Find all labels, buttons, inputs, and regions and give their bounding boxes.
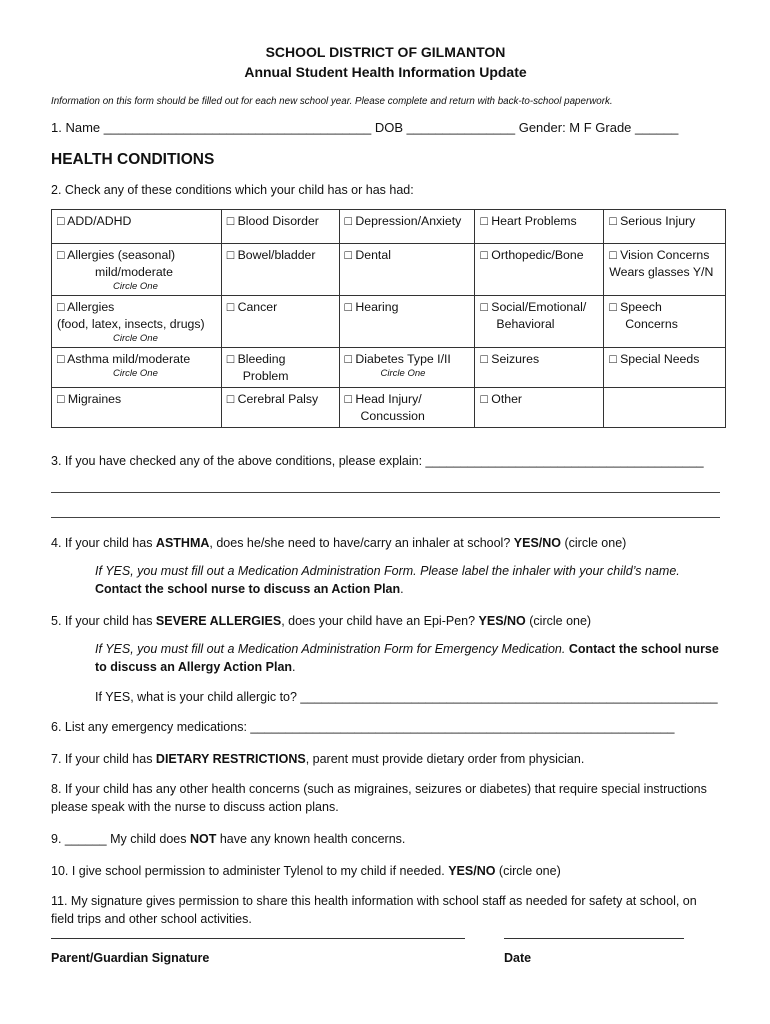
signature-line[interactable] [51,938,465,939]
question-7 [51,750,720,768]
condition-migraines[interactable]: □ Migraines [52,388,222,428]
table-row [52,210,726,244]
condition-sublabel: Behavioral [496,317,555,331]
form-instructions: Information on this form should be filled out for each new school year. Please complete and return with back-to-school paperwork. [51,96,613,107]
condition-hearing[interactable]: □ Hearing [339,296,475,348]
q5-post: (circle one) [525,614,592,628]
condition-bleeding-problem[interactable] [221,348,339,388]
condition-label: □ Diabetes Type I/II [344,352,451,366]
question-5 [51,612,720,630]
q9-not: NOT [189,832,217,846]
question-8: 8. If your child has any other health concerns (such as migraines, seizures or diabetes) that require special instructions please speak with the nurse to discuss action plans. [51,782,707,814]
q4-asthma: ASTHMA [155,536,210,550]
question-5-note [51,640,720,676]
condition-label: □ Allergies (seasonal) [57,248,176,262]
condition-label: □ Bleeding [226,352,286,366]
q4-note-action: Contact the school nurse to discuss an Action Plan [95,582,401,596]
condition-label: □ Speech [609,300,662,314]
condition-label: □ Asthma mild/moderate [57,352,191,366]
condition-vision-concerns[interactable] [604,244,726,296]
condition-sublabel: Concussion [360,409,425,423]
condition-sublabel: Wears glasses Y/N [609,265,714,279]
question-2: 2. Check any of these conditions which your child has or has had: [51,183,414,197]
q5-note-text: If YES, you must fill out a Medication Administration Form for Emergency Medication. [95,642,569,656]
question-10 [51,862,720,880]
q7-dietary: DIETARY RESTRICTIONS [155,752,306,766]
table-row [52,244,726,296]
condition-sublabel: mild/moderate [95,265,173,279]
signature-label: Parent/Guardian Signature [51,951,210,965]
q9-pre: 9. ______ My child does [51,832,190,846]
condition-cerebral-palsy[interactable]: □ Cerebral Palsy [221,388,339,428]
condition-label: □ Social/Emotional/ [480,300,587,314]
q4-post: (circle one) [561,536,627,550]
condition-allergies-seasonal[interactable] [52,244,222,296]
condition-sublabel: Problem [242,369,289,383]
condition-heart-problems[interactable]: □ Heart Problems [475,210,604,244]
table-row [52,348,726,388]
q4-pre: 4. If your child has [51,536,156,550]
circle-one-note: Circle One [113,368,158,379]
question-4 [51,534,720,552]
district-title: SCHOOL DISTRICT OF GILMANTON [265,44,506,60]
q4-mid: , does he/she need to have/carry an inhaler at school? [209,536,514,550]
form-title: Annual Student Health Information Update [244,64,527,80]
q4-yes-no[interactable]: YES/NO [513,536,562,550]
condition-special-needs[interactable]: □ Special Needs [604,348,726,388]
date-label: Date [504,951,532,965]
condition-bowel-bladder[interactable]: □ Bowel/bladder [221,244,339,296]
condition-depression-anxiety[interactable]: □ Depression/Anxiety [339,210,475,244]
question-9[interactable] [51,830,720,848]
q5-note-end: . [292,660,296,674]
condition-seizures[interactable]: □ Seizures [475,348,604,388]
condition-dental[interactable]: □ Dental [339,244,475,296]
q5-severe-allergies: SEVERE ALLERGIES [155,614,282,628]
allergen-line[interactable]: If YES, what is your child allergic to? ____________________________________________________________ [95,690,718,704]
condition-label: □ Vision Concerns [609,248,710,262]
student-info-line[interactable]: 1. Name _____________________________________ DOB _______________ Gender: M F Grade ______ [51,120,679,135]
condition-other[interactable]: □ Other [475,388,604,428]
circle-one-note: Circle One [113,281,158,292]
q10-post: (circle one) [495,864,561,878]
q4-note-text: If YES, you must fill out a Medication Administration Form. Please label the inhaler with your child’s name. [95,564,680,578]
question-6[interactable]: 6. List any emergency medications: _____________________________________________________________ [51,720,675,734]
condition-blood-disorder[interactable]: □ Blood Disorder [221,210,339,244]
conditions-table [51,209,726,428]
circle-one-note: Circle One [113,333,158,344]
q9-post: have any known health concerns. [216,832,406,846]
q7-post: , parent must provide dietary order from physician. [305,752,585,766]
date-line[interactable] [504,938,684,939]
explain-line-1[interactable] [51,468,720,493]
q5-mid: , does your child have an Epi-Pen? [281,614,479,628]
q10-yes-no[interactable]: YES/NO [448,864,496,878]
question-3[interactable]: 3. If you have checked any of the above conditions, please explain: ________________________________________ [51,454,704,468]
question-4-note [51,562,720,598]
condition-empty-cell [604,388,726,428]
q10-pre: 10. I give school permission to administer Tylenol to my child if needed. [51,864,449,878]
condition-serious-injury[interactable]: □ Serious Injury [604,210,726,244]
condition-sublabel: Concerns [625,317,678,331]
q5-yes-no[interactable]: YES/NO [478,614,526,628]
table-row [52,388,726,428]
q5-note-action: Contact the school nurse to discuss an Allergy Action Plan [95,642,719,674]
condition-cancer[interactable]: □ Cancer [221,296,339,348]
q5-pre: 5. If your child has [51,614,156,628]
q7-pre: 7. If your child has [51,752,156,766]
condition-asthma[interactable] [52,348,222,388]
circle-one-note: Circle One [380,368,426,379]
condition-speech-concerns[interactable] [604,296,726,348]
condition-social-emotional[interactable] [475,296,604,348]
condition-diabetes[interactable] [339,348,475,388]
condition-head-injury[interactable] [339,388,475,428]
condition-orthopedic-bone[interactable]: □ Orthopedic/Bone [475,244,604,296]
condition-allergies-food[interactable] [52,296,222,348]
condition-add-adhd[interactable]: □ ADD/ADHD [52,210,222,244]
section-title: HEALTH CONDITIONS [51,151,215,168]
condition-sublabel: (food, latex, insects, drugs) [57,317,205,331]
condition-label: □ Head Injury/ [344,392,422,406]
question-11: 11. My signature gives permission to share this health information with school staff as needed for safety at school, on field trips and other school activities. [51,894,697,926]
q4-note-end: . [400,582,404,596]
explain-line-2[interactable] [51,493,720,518]
condition-label: □ Allergies [57,300,115,314]
table-row [52,296,726,348]
